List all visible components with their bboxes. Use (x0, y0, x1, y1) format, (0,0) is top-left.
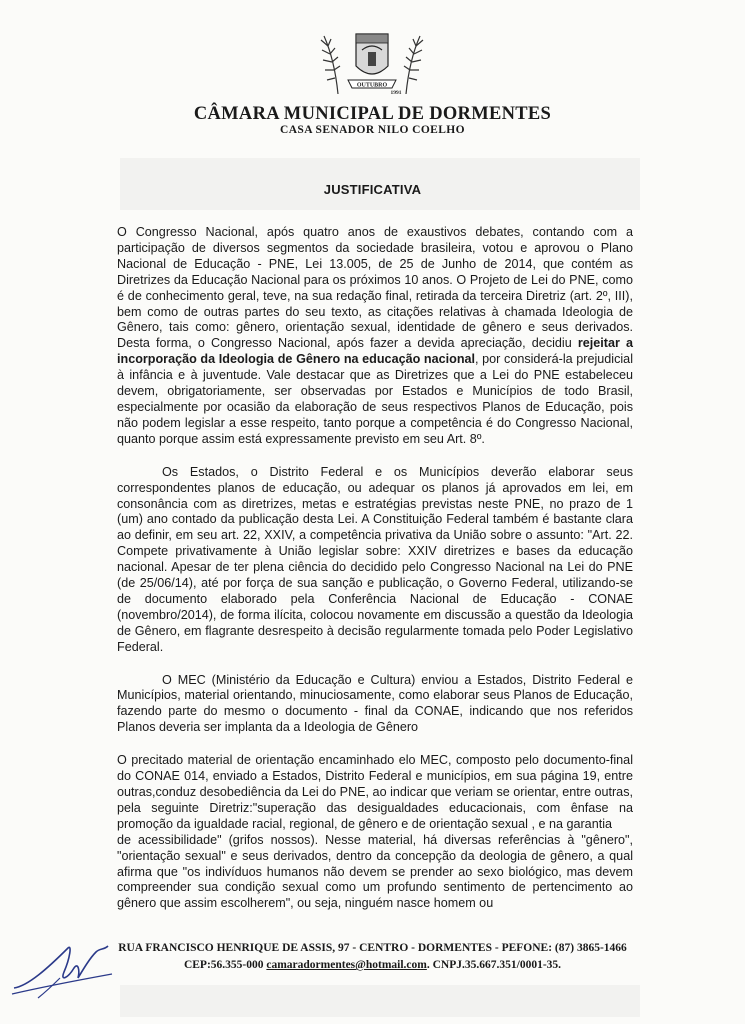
seal-year-text: 1991 (390, 90, 402, 96)
footer-cnpj: . CNPJ.35.667.351/0001-35. (426, 959, 562, 971)
chamber-title: CÂMARA MUNICIPAL DE DORMENTES (193, 104, 552, 124)
paragraph-1-text-b: , por considerá-la prejudicial à infância e à juventude. Vale destacar que as Diretrizes que a Lei do PNE estabeleceu devem, obrigatoriamente, ser observadas por Estados e Municípios de todo Brasil, especialmente por ocasião da elaboração de seus respectivos Planos de Educação, pois não podem legislar a esse respeito, tanto porque a competência é do Congresso Nacional, quanto porque assim está expressamente previsto em seu Art. 8º. (117, 352, 633, 446)
document-body (117, 225, 633, 912)
paragraph-1-text-a: O Congresso Nacional, após quatro anos de exaustivos debates, contando com a participação de diversos segmentos da sociedade brasileira, votou e aprovou o Plano Nacional de Educação - PNE, Lei 13.005, de 25 de Junho de 2014, que contém as Diretrizes da Educação Nacional para os próximos 10 anos. O Projeto de Lei do PNE, como é de conhecimento geral, teve, na sua redação final, retirada da terceira Diretriz (art. 2º, III), bem como de outras partes do seu texto, as citações relativas à chamada Ideologia de Gênero, tais como: gênero, orientação sexual, identidade de gênero e seus derivados. Desta forma, o Congresso Nacional, após fazer a devida apreciação, decidiu (117, 225, 633, 351)
seal-ribbon-text: OUTUBRO (356, 82, 388, 89)
paragraph-1 (117, 225, 633, 448)
paragraph-1-bold-text: rejeitar a incorporação da Ideologia de Gênero na educação nacional (117, 336, 633, 367)
bleed-through-shadow (120, 985, 640, 1017)
paragraph-4-text-b: de acessibilidade" (grifos nossos). Nesse material, há diversas referências à "gênero", "orientação sexual" e seus derivados, dentro da concepção da deologia de gênero, a qual afirma que "os indivíduos humanos não devem se prender ao sexo biológico, mas devem compreender sua condição sexual como um profundo sentimento de pertencimento ao gênero que assim escolherem", ou seja, ninguém nasce homem ou (117, 832, 633, 911)
paragraph-4 (117, 753, 633, 912)
handwritten-signature-icon (8, 928, 118, 1006)
paragraph-2: Os Estados, o Distrito Federal e os Municípios deverão elaborar seus correspondentes planos de educação, ou adequar os planos já aprovados em lei, em consonância com as diretrizes, metas e estratégias previstas neste PNE, no prazo de 1 (um) ano contado da publicação desta Lei. A Constituição Federal também é bastante clara ao definir, em seu art. 22, XXIV, a competência privativa da União sobre o assunto: "Art. 22. Compete privativamente à União legislar sobre: XXIV diretrizes e bases da educação nacional. Apesar de ter plena ciência do decidido pelo Congresso Nacional na Lei do PNE (de 25/06/14), até por força de sua sanção e publicação, o Governo Federal, utilizando-se de documento elaborado pela Conferência Nacional de Educação - CONAE (novembro/2014), de forma ilícita, colocou novamente em discussão a questão da Ideologia de Gênero, em flagrante desrespeito à decisão regularmente tomada pelo Poder Legislativo Federal. (117, 464, 633, 654)
footer-cep: CEP:56.355-000 (183, 959, 267, 971)
footer-contact (40, 959, 705, 971)
paragraph-3: O MEC (Ministério da Educação e Cultura) enviou a Estados, Distrito Federal e Municípios, material orientando, minuciosamente, como elaborar seus Planos de Educação, fazendo parte do mesmo o documento - final da CONAE, indicando que nos referidos Planos deveria ser implanta da a Ideologia de Gênero (117, 672, 633, 735)
footer-email-link[interactable]: camaradormentes@hotmail.com (266, 959, 427, 971)
municipal-seal-icon (318, 24, 426, 102)
paragraph-4-text-a: O precitado material de orientação encaminhado elo MEC, composto pelo documento-final do CONAE 014, enviado a Estados, Distrito Federal e municípios, em sua página 19, entre outras,conduz desobediência da Lei do PNE, ao indicar que veriam se orientar, entre outras, pela seguinte Diretriz:"superação das desigualdades educacionais, com ênfase na promoção da igualdade racial, regional, de gênero e de orientação sexual , e na garantia (117, 753, 633, 831)
footer-address: RUA FRANCISCO HENRIQUE DE ASSIS, 97 - CENTRO - DORMENTES - PEFONE: (87) 3865-1466 (118, 942, 627, 954)
document-title: JUSTIFICATIVA (323, 182, 422, 197)
chamber-subtitle: CASA SENADOR NILO COELHO (279, 124, 465, 136)
